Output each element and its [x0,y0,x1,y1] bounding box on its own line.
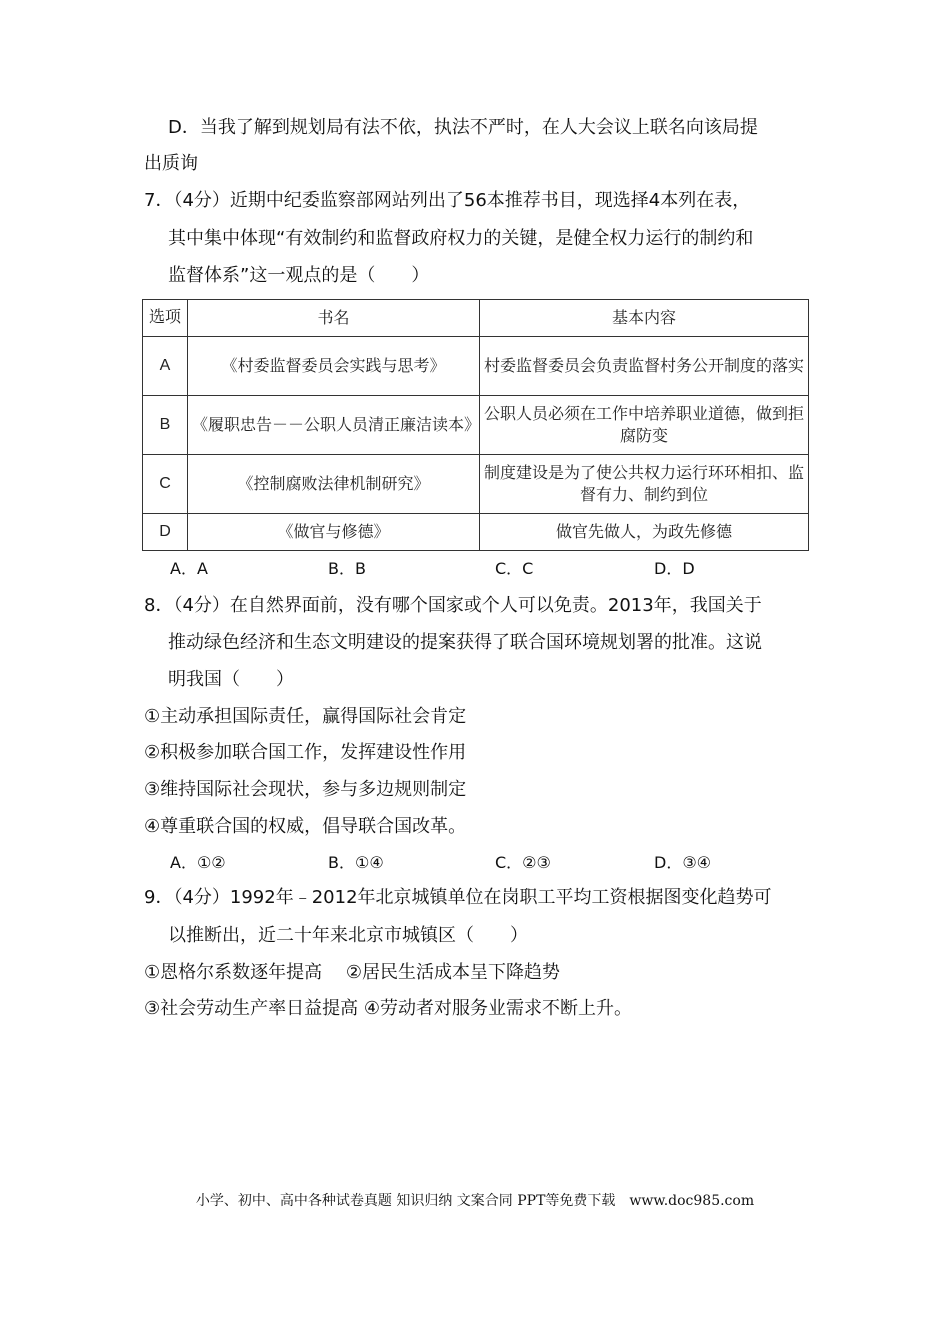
q9-stem-line2: 以推断出，近二十年来北京市城镇区（ ） [168,925,528,946]
table-row [143,337,809,396]
row-option: A [143,337,188,396]
row-book: 《村委监督委员会实践与思考》 [188,337,480,396]
row-book: 《控制腐败法律机制研究》 [188,455,480,514]
table-row [143,455,809,514]
q7-answer-d: D．D [654,559,695,578]
row-content: 公职人员必须在工作中培养职业道德，做到拒腐防变 [480,396,809,455]
row-content: 制度建设是为了使公共权力运行环环相扣、监督有力、制约到位 [480,455,809,514]
q8-answer-a: A．①② [170,853,226,872]
q7-answer-b: B．B [328,559,366,578]
row-content: 做官先做人，为政先修德 [480,514,809,551]
row-option: B [143,396,188,455]
q6-option-d-line1: D．当我了解到规划局有法不依，执法不严时，在人大会议上联名向该局提 [168,117,758,138]
page-footer: 小学、初中、高中各种试卷真题 知识归纳 文案合同 PPT等免费下载 www.doc985.com [195,1193,755,1209]
row-book: 《履职忠告－－公职人员清正廉洁读本》 [188,396,480,455]
q8-answer-c: C．②③ [495,853,551,872]
q6-option-d-line2: 出质询 [144,153,198,174]
q8-item-4: ④尊重联合国的权威，倡导联合国改革。 [144,816,467,837]
q7-stem-line2: 其中集中体现“有效制约和监督政府权力的关键，是健全权力运行的制约和 [168,228,754,249]
header-content: 基本内容 [480,300,809,337]
q8-item-3: ③维持国际社会现状，参与多边规则制定 [144,779,467,800]
q8-stem-line1: 8．（4分）在自然界面前，没有哪个国家或个人可以免责。2013年，我国关于 [144,595,762,616]
q8-item-2: ②积极参加联合国工作，发挥建设性作用 [144,742,467,763]
q7-stem-line1: 7．（4分）近期中纪委监察部网站列出了56本推荐书目，现选择4本列在表， [144,190,751,211]
q7-stem-line3: 监督体系”这一观点的是（ ） [168,265,430,286]
table-row [143,396,809,455]
q8-answer-b: B．①④ [328,853,384,872]
row-option: D [143,514,188,551]
header-book-title: 书名 [188,300,480,337]
q8-answer-d: D．③④ [654,853,712,872]
q7-answer-a: A．A [170,559,208,578]
header-option: 选项 [143,300,188,337]
row-content: 村委监督委员会负责监督村务公开制度的落实 [480,337,809,396]
q9-items-line1: ①恩格尔系数逐年提高 ②居民生活成本呈下降趋势 [144,962,560,983]
row-option: C [143,455,188,514]
table-header-row [143,300,809,337]
table-row [143,514,809,551]
q8-stem-line2: 推动绿色经济和生态文明建设的提案获得了联合国环境规划署的批准。这说 [168,632,762,653]
book-table [142,299,809,551]
q9-stem-line1: 9．（4分）1992年﹣2012年北京城镇单位在岗职工平均工资根据图变化趋势可 [144,887,772,908]
q9-items-line2: ③社会劳动生产率日益提高 ④劳动者对服务业需求不断上升。 [144,998,632,1019]
row-book: 《做官与修德》 [188,514,480,551]
q7-answer-c: C．C [495,559,534,578]
q8-item-1: ①主动承担国际责任，赢得国际社会肯定 [144,706,467,727]
q8-stem-line3: 明我国（ ） [168,669,294,690]
